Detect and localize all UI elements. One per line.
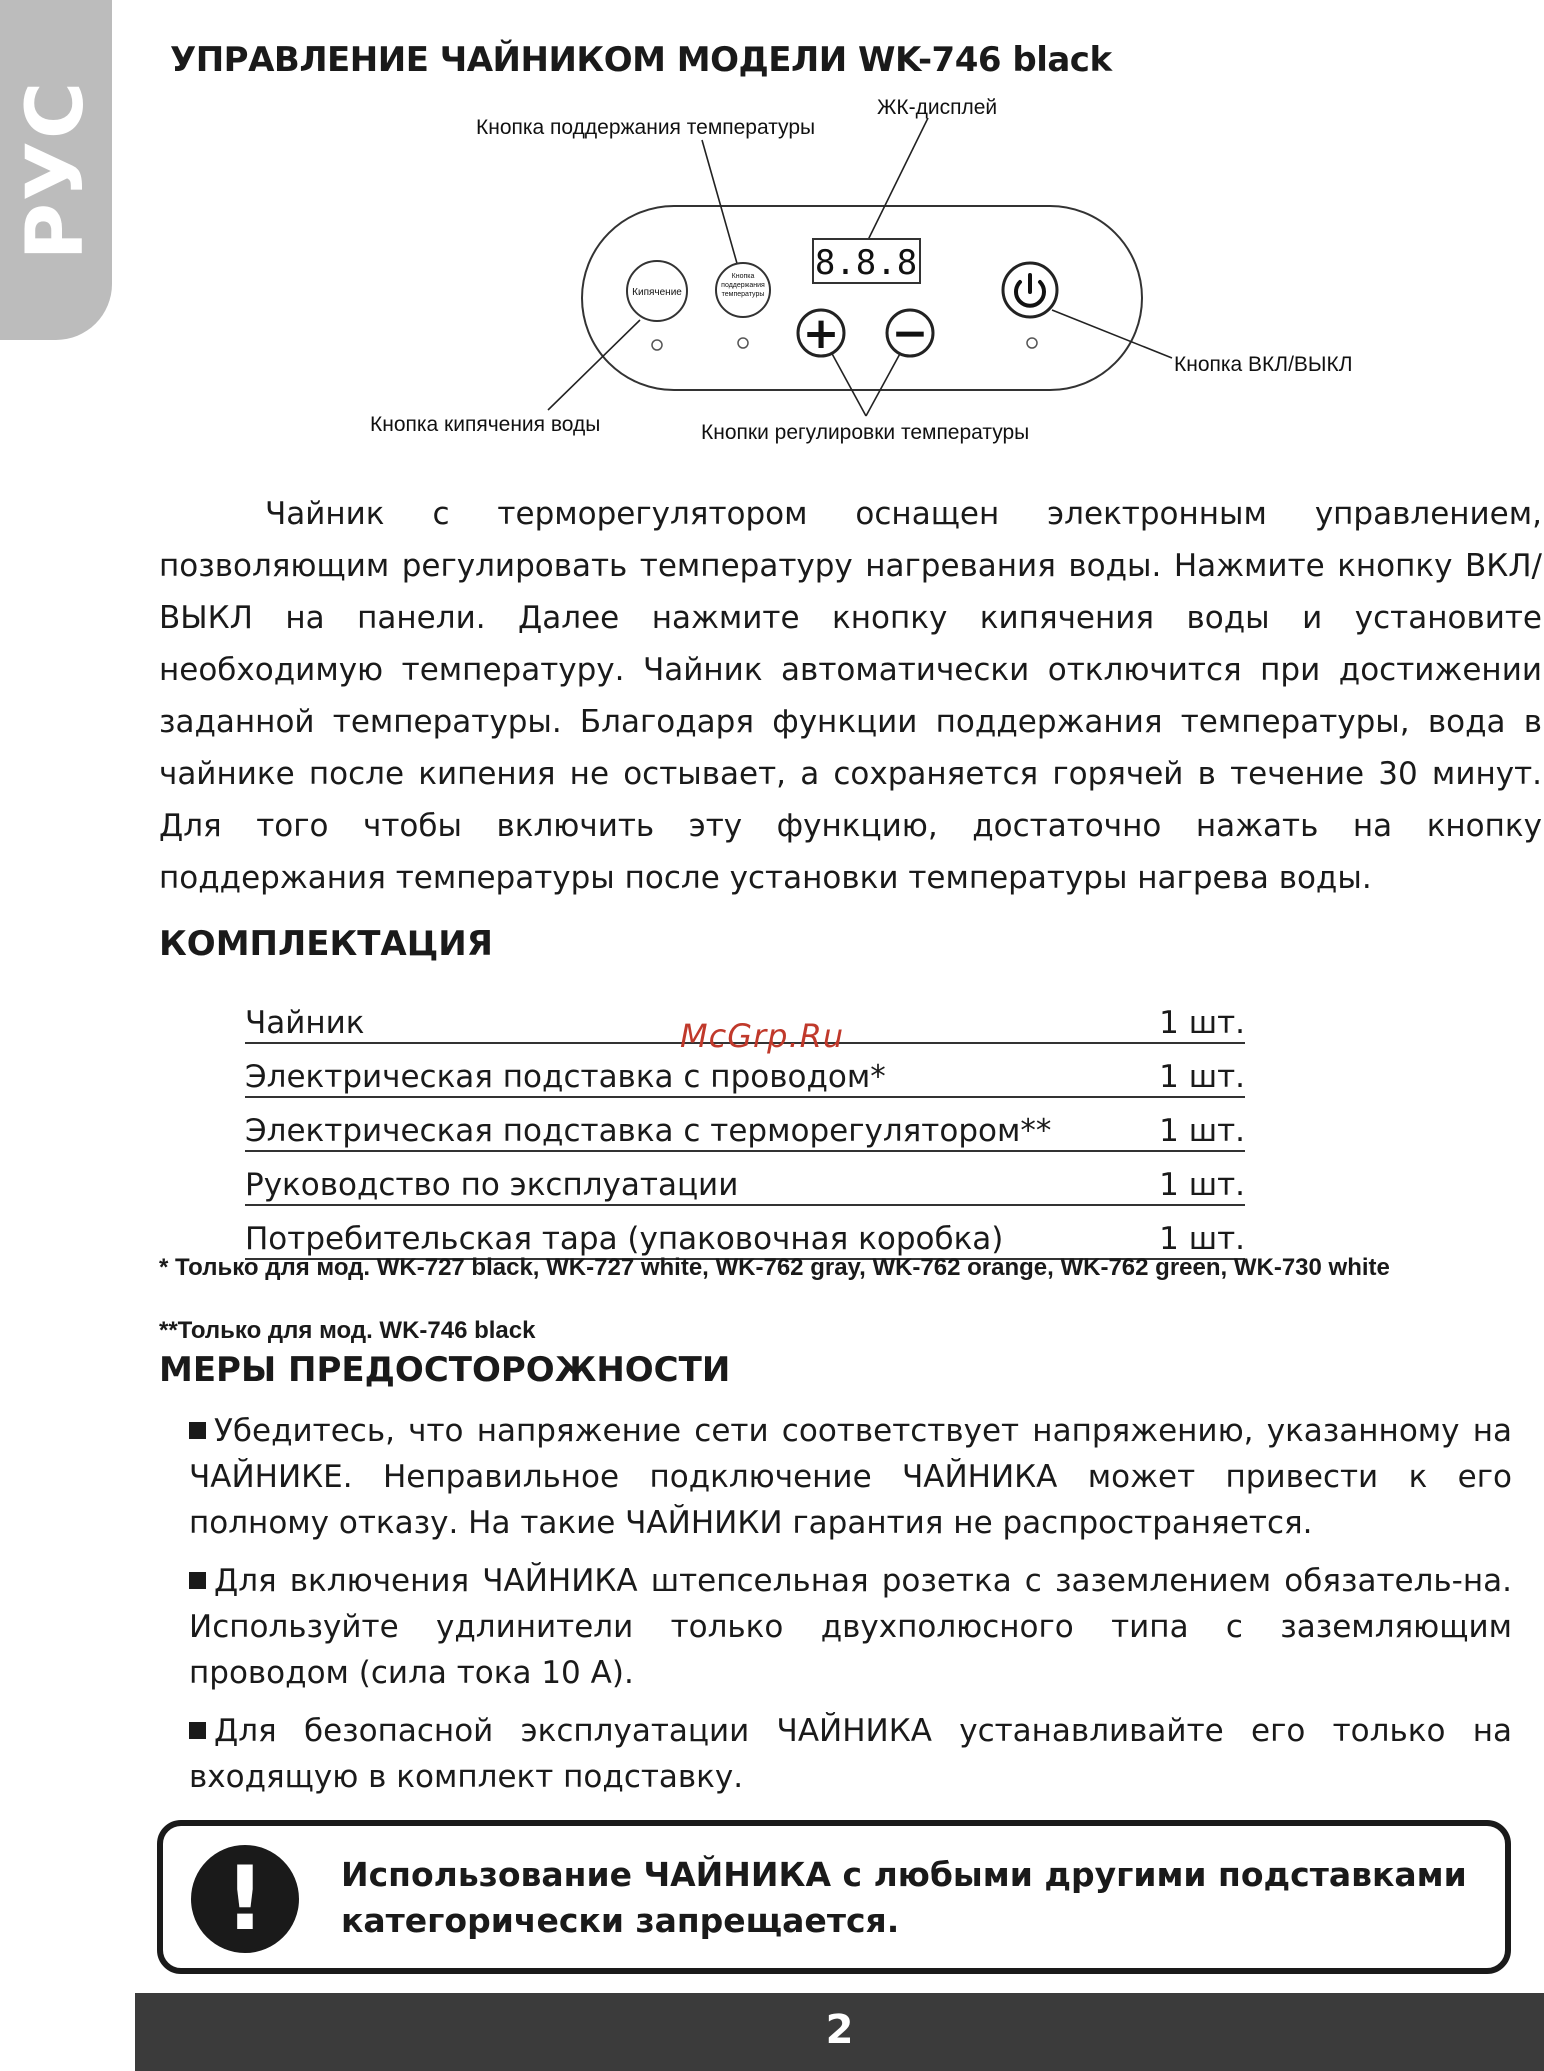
kit-item-qty: 1 шт.: [1159, 1167, 1245, 1203]
precaution-text: Для безопасной эксплуатации ЧАЙНИКА устанавливайте его только на входящую в комплект подставку.: [189, 1713, 1512, 1795]
kit-footnote-2: **Только для мод. WK-746 black: [159, 1317, 536, 1344]
boil-button-label: Кипячение: [632, 287, 682, 298]
control-panel-diagram: [0, 0, 1544, 460]
list-item: [189, 1558, 1512, 1696]
lcd-display: [813, 239, 920, 283]
kit-item-qty: 1 шт.: [1159, 1005, 1245, 1041]
kit-row: [245, 1206, 1245, 1260]
kit-item-qty: 1 шт.: [1159, 1221, 1245, 1257]
square-bullet-icon: [189, 1722, 206, 1739]
exclamation-icon: !: [191, 1845, 299, 1953]
kit-item-qty: 1 шт.: [1159, 1059, 1245, 1095]
precaution-text: Убедитесь, что напряжение сети соответствует напряжению, указанному на ЧАЙНИКЕ. Неправильное подключение ЧАЙНИКА может привести к его полному отказу. На такие ЧАЙНИКИ гарантия не распространяется.: [189, 1413, 1512, 1541]
kit-item-name: Чайник: [245, 1005, 365, 1041]
minus-button: [887, 308, 933, 359]
list-item: [189, 1708, 1512, 1800]
callout-keep-warm: Кнопка поддержания температуры: [476, 116, 816, 139]
keep-warm-button-label: Кнопка поддержания температуры: [721, 273, 765, 298]
keep-warm-button: [716, 263, 770, 317]
warning-box: [157, 1820, 1511, 1974]
kit-item-name: Потребительская тара (упаковочная коробка): [245, 1221, 1004, 1257]
keep-warm-led: [738, 338, 748, 348]
kit-item-name: Электрическая подставка с терморегулятором**: [245, 1113, 1052, 1149]
lcd-digits: 8.8.8: [814, 243, 918, 283]
intro-paragraph: Чайник с терморегулятором оснащен электронным управлением, позволяющим регулировать температуру нагревания воды. Нажмите кнопку ВКЛ/ВЫКЛ на панели. Далее нажмите кнопку кипячения воды и установите необходимую температуру. Чайник автоматически отключится при достижении заданной температуры. Благодаря функции поддержания температуры, вода в чайнике после кипения не остывает, а сохраняется горячей в течение 30 минут. Для того чтобы включить эту функцию, достаточно нажать на кнопку поддержания температуры после установки температуры нагрева воды.: [159, 496, 1542, 896]
kit-item-qty: 1 шт.: [1159, 1113, 1245, 1149]
watermark: McGrp.Ru: [680, 1017, 845, 1055]
callout-temp-adjust: Кнопки регулировки температуры: [701, 421, 1030, 444]
precautions-list: [189, 1408, 1512, 1812]
plus-icon: +: [802, 308, 840, 359]
kit-row: [245, 1098, 1245, 1152]
plus-button: [798, 308, 844, 359]
page-footer: [135, 1993, 1544, 2071]
square-bullet-icon: [189, 1572, 206, 1589]
precaution-text: Для включения ЧАЙНИКА штепсельная розетка с заземлением обязатель-на. Используйте удлинители только двухполюсного типа с заземляющим проводом (сила тока 10 А).: [189, 1563, 1512, 1691]
minus-icon: −: [891, 308, 929, 359]
power-led: [1027, 338, 1037, 348]
page-number: 2: [825, 2007, 854, 2053]
square-bullet-icon: [189, 1422, 206, 1439]
precautions-heading: МЕРЫ ПРЕДОСТОРОЖНОСТИ: [159, 1350, 731, 1390]
boil-button: [627, 261, 687, 321]
kit-item-name: Руководство по эксплуатации: [245, 1167, 739, 1203]
callout-lcd: ЖК-дисплей: [877, 96, 998, 119]
callout-power: Кнопка ВКЛ/ВЫКЛ: [1174, 353, 1353, 376]
callout-boil: Кнопка кипячения воды: [370, 413, 601, 436]
kit-row: [245, 1152, 1245, 1206]
kit-footnote-1: * Только для мод. WK-727 black, WK-727 white, WK-762 gray, WK-762 orange, WK-762 green, WK-730 white: [159, 1254, 1390, 1281]
warning-text: Использование ЧАЙНИКА с любыми другими подставками категорически запрещается.: [341, 1855, 1467, 1940]
kit-heading: КОМПЛЕКТАЦИЯ: [159, 924, 493, 964]
language-tab-label: РУС: [11, 79, 101, 261]
boil-led: [652, 340, 662, 350]
list-item: [189, 1408, 1512, 1546]
page-title: УПРАВЛЕНИЕ ЧАЙНИКОМ МОДЕЛИ WK-746 black: [170, 40, 1112, 80]
power-button: [1003, 263, 1057, 317]
kit-item-name: Электрическая подставка с проводом*: [245, 1059, 886, 1095]
